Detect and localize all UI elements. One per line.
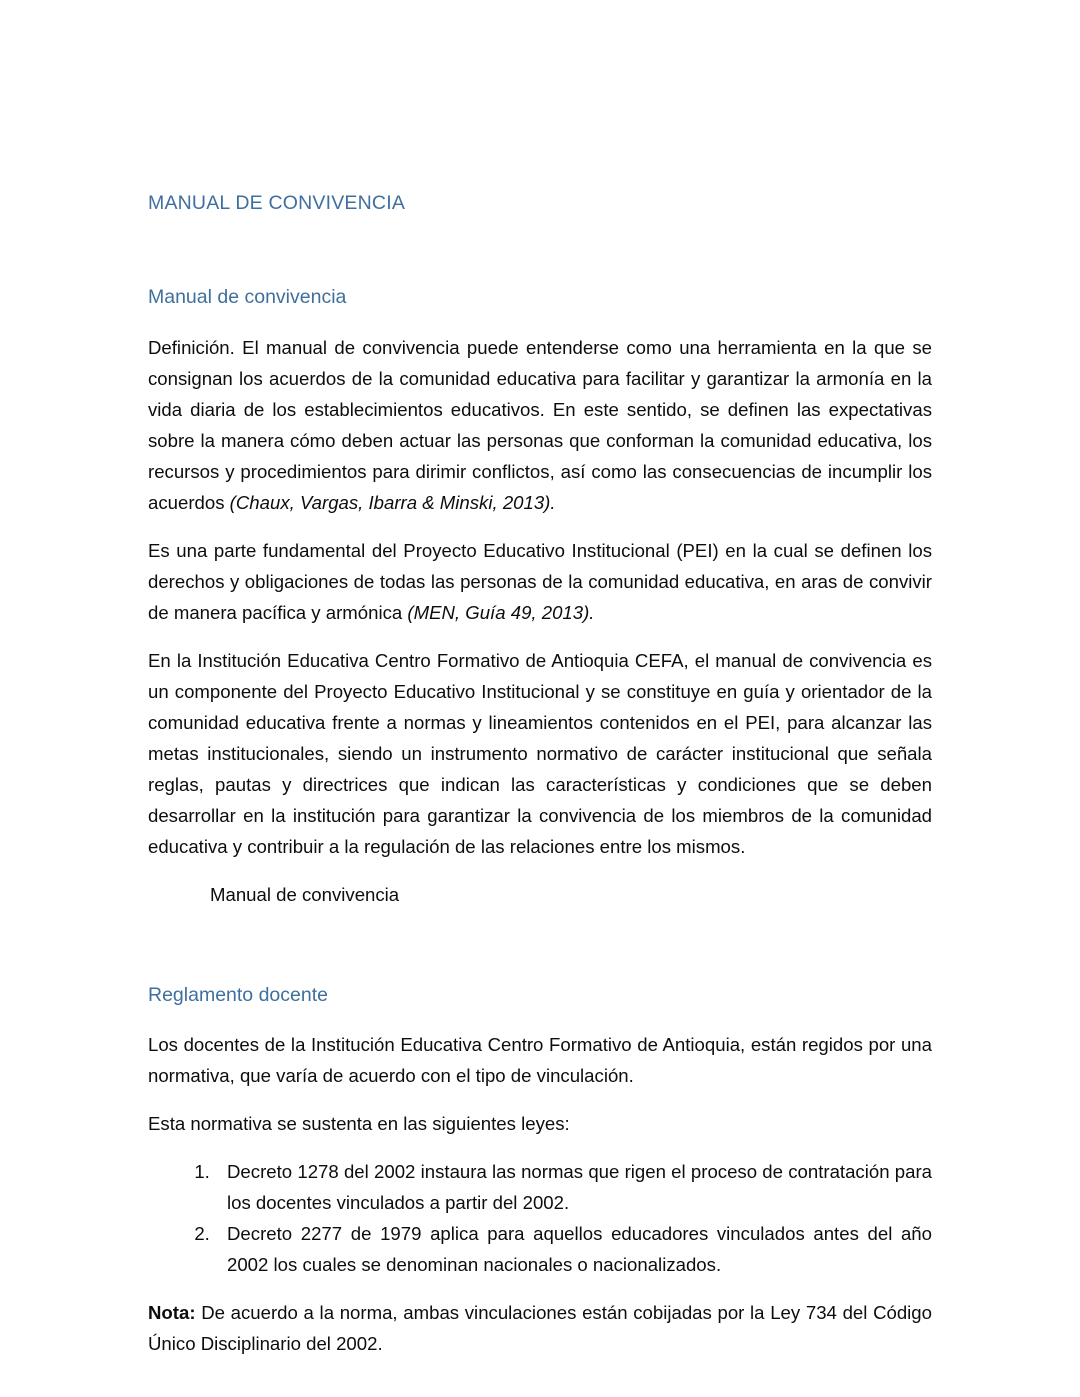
paragraph-siguientes-leyes: Esta normativa se sustenta en las siguientes leyes:	[148, 1112, 570, 1134]
law-list	[148, 1156, 932, 1280]
paragraph-parte-fundamental	[148, 535, 932, 628]
section-heading-reglamento-docente: Reglamento docente	[148, 983, 328, 1006]
page-title: MANUAL DE CONVIVENCIA	[148, 192, 406, 214]
spacer	[148, 910, 932, 982]
nota-text: De acuerdo a la norma, ambas vinculaciones están cobijadas por la Ley 734 del Código Único Disciplinario del 2002.	[148, 1301, 932, 1354]
paragraph-institucion-cefa: En la Institución Educativa Centro Formativo de Antioquia CEFA, el manual de convivencia es un componente del Proyecto Educativo Institucional y se constituye en guía y orientador de la comunidad educativa frente a normas y lineamientos contenidos en el PEI, para alcanzar las metas institucionales, siendo un instrumento normativo de carácter institucional que señala reglas, pautas y directrices que indican las características y condiciones que se deben desarrollar en la institución para garantizar la convivencia de los miembros de la comunidad educativa y contribuir a la regulación de las relaciones entre los mismos.	[148, 649, 932, 857]
list-item: 2. Decreto 2277 de 1979 aplica para aquellos educadores vinculados antes del año 2002 los cuales se denominan nacionales o nacionalizados.	[215, 1218, 932, 1280]
paragraph-manual-de-convivencia-indented: Manual de convivencia	[210, 883, 400, 905]
nota-label: Nota:	[148, 1301, 196, 1323]
paragraph-definicion	[148, 332, 932, 518]
spacer	[148, 216, 932, 284]
spacer	[148, 1008, 932, 1029]
document-content	[148, 190, 932, 1359]
citation-men-guia-49: (MEN, Guía 49, 2013).	[407, 601, 595, 623]
paragraph-docentes-normativa: Los docentes de la Institución Educativa Centro Formativo de Antioquia, están regidos por una normativa, que varía de acuerdo con el tipo de vinculación.	[148, 1033, 932, 1086]
list-item: 1. Decreto 1278 del 2002 instaura las normas que rigen el proceso de contratación para los docentes vinculados a partir del 2002.	[215, 1156, 932, 1218]
spacer	[148, 311, 932, 332]
section-heading-manual-de-convivencia: Manual de convivencia	[148, 286, 347, 309]
citation-chaux-vargas-ibarra-minski: (Chaux, Vargas, Ibarra & Minski, 2013).	[229, 491, 556, 513]
paragraph-definicion-text: Definición. El manual de convivencia puede entenderse como una herramienta en la que se consignan los acuerdos de la comunidad educativa para facilitar y garantizar la armonía en la vida diaria de los establecimientos educativos. En este sentido, se definen las expectativas sobre la manera cómo deben actuar las personas que conforman la comunidad educativa, los recursos y procedimientos para dirimir conflictos, así como las consecuencias de incumplir los acuerdos	[148, 336, 932, 513]
paragraph-nota	[148, 1297, 932, 1359]
paragraph-parte-fundamental-text: Es una parte fundamental del Proyecto Educativo Institucional (PEI) en la cual se definen los derechos y obligaciones de todas las personas de la comunidad educativa, en aras de convivir de manera pacífica y armónica	[148, 539, 932, 623]
